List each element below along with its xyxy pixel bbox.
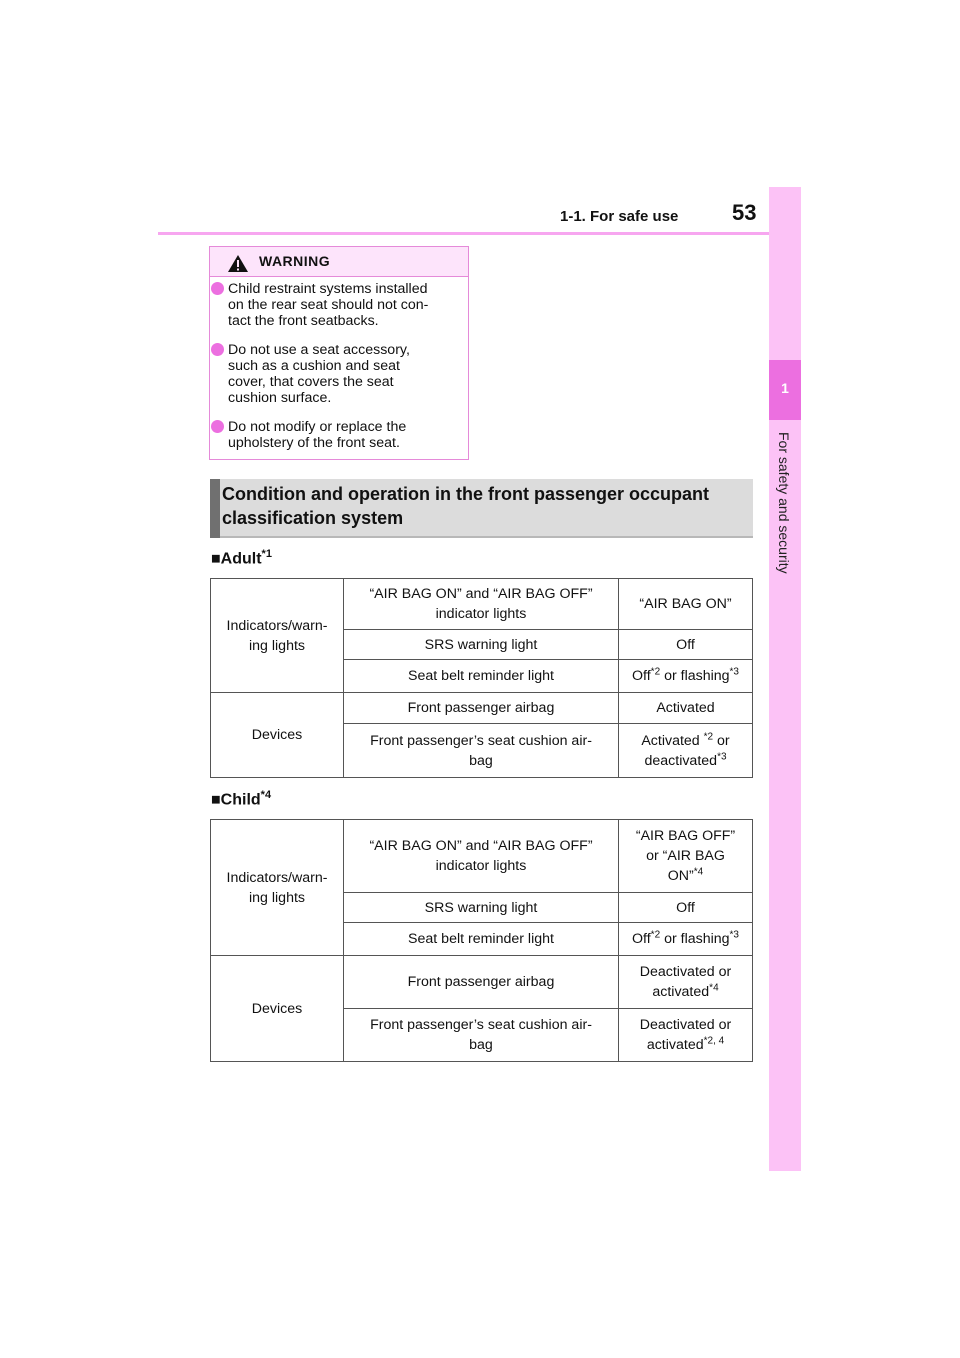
page-number: 53	[732, 200, 757, 225]
child-heading: ■Child$^{*4}$	[211, 789, 272, 809]
table-cell: Front passenger airbag	[344, 956, 619, 1009]
table-cell: “AIR BAG ON”	[619, 579, 753, 630]
table-cell: SRS warning light	[344, 630, 619, 660]
table-cell: Off	[619, 893, 753, 923]
warning-text: tact the front seatbacks.	[228, 313, 379, 329]
chapter-number: 1	[781, 380, 789, 396]
warning-triangle-icon	[227, 254, 249, 278]
table-cell: Activated $^{*2}$ or deactivated$^{*3}$	[619, 724, 753, 778]
warning-text: on the rear seat should not con-	[228, 297, 429, 313]
table-cell: Off$^{*2}$ or flashing$^{*3}$	[619, 660, 753, 693]
warning-text: cushion surface.	[228, 390, 332, 406]
header-rule	[158, 232, 770, 235]
table-cell: SRS warning light	[344, 893, 619, 923]
table-cell: Seat belt reminder light	[344, 660, 619, 693]
section-heading-bar	[210, 479, 220, 538]
devices-label: Devices	[211, 956, 344, 1062]
chapter-title-text: For safety and security	[776, 432, 792, 574]
table-row	[211, 693, 753, 724]
warning-text: Child restraint systems installed	[228, 281, 428, 297]
indicators-label: Indicators/warn- ing lights	[211, 820, 344, 956]
table-cell: Front passenger airbag	[344, 693, 619, 724]
table-cell: “AIR BAG OFF” or “AIR BAG ON”$^{*4}$	[619, 820, 753, 893]
section-heading: Condition and operation in the front passenger occupant	[222, 484, 710, 504]
section-heading: classification system	[222, 508, 404, 528]
child-table	[210, 819, 753, 1062]
bullet-icon	[211, 282, 224, 295]
table-row	[211, 579, 753, 630]
table-cell: Activated	[619, 693, 753, 724]
warning-text: upholstery of the front seat.	[228, 435, 400, 451]
section-title: 1-1. For safe use	[560, 208, 679, 225]
warning-text: cover, that covers the seat	[228, 374, 394, 390]
table-cell: Front passenger’s seat cushion air- bag	[344, 1009, 619, 1062]
warning-text: such as a cushion and seat	[228, 358, 400, 374]
bullet-icon	[211, 420, 224, 433]
table-cell: Deactivated or activated$^{*4}$	[619, 956, 753, 1009]
chapter-side-tab	[769, 187, 801, 1171]
table-cell: Off$^{*2}$ or flashing$^{*3}$	[619, 923, 753, 956]
table-cell: Front passenger’s seat cushion air- bag	[344, 724, 619, 778]
indicators-label: Indicators/warn- ing lights	[211, 579, 344, 693]
warning-text: Do not use a seat accessory,	[228, 342, 410, 358]
table-row	[211, 956, 753, 1009]
table-row	[211, 820, 753, 893]
devices-label: Devices	[211, 693, 344, 778]
table-cell: Deactivated or activated$^{*2, 4}$	[619, 1009, 753, 1062]
table-cell: “AIR BAG ON” and “AIR BAG OFF” indicator lights	[344, 820, 619, 893]
table-cell: Seat belt reminder light	[344, 923, 619, 956]
table-cell: Off	[619, 630, 753, 660]
table-cell: “AIR BAG ON” and “AIR BAG OFF” indicator lights	[344, 579, 619, 630]
warning-title: WARNING	[259, 253, 331, 269]
adult-heading: ■Adult$^{*1}$	[211, 548, 272, 568]
warning-text: Do not modify or replace the	[228, 419, 407, 435]
bullet-icon	[211, 343, 224, 356]
adult-table	[210, 578, 753, 778]
